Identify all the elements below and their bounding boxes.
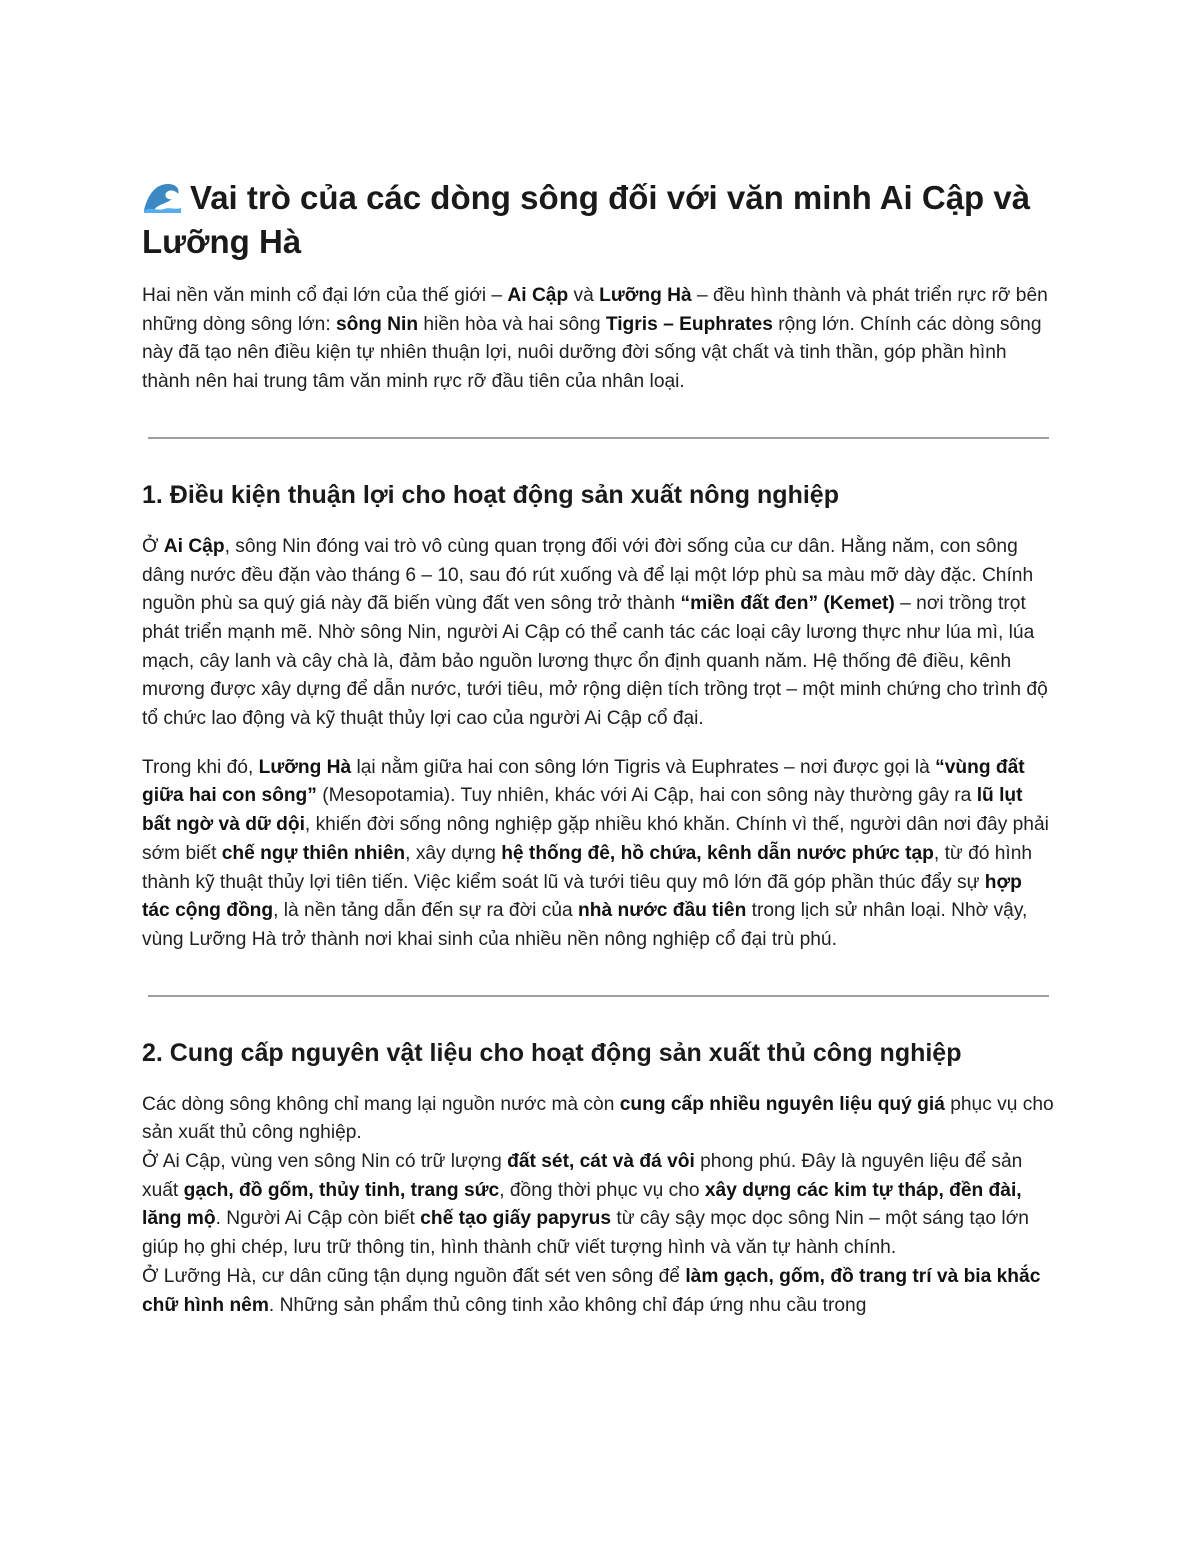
section-1-paragraph-2	[142, 754, 1054, 955]
text-run: từ cây sậy mọc dọc sông Nin – một sáng tạo lớn giúp họ ghi chép, lưu trữ thông tin, hình thành chữ viết tượng hình và văn tự hành chính.	[142, 1208, 1029, 1259]
bold-text-run: “vùng đất giữa hai con sông”	[142, 756, 1025, 807]
intro-paragraph	[142, 282, 1054, 397]
text-run: (Mesopotamia). Tuy nhiên, khác với Ai Cập, hai con sông này thường gây ra	[316, 785, 977, 807]
text-run: Ở Lưỡng Hà, cư dân cũng tận dụng nguồn đất sét ven sông để	[142, 1265, 686, 1287]
section-1-paragraph-1	[142, 533, 1054, 734]
text-run: Ở	[142, 535, 164, 557]
section-2-line-1	[142, 1091, 1054, 1148]
bold-text-run: Ai Cập	[163, 535, 225, 557]
text-run: , đồng thời phục vụ cho	[499, 1179, 705, 1201]
section-2-line-2	[142, 1148, 1054, 1263]
bold-text-run: xây dựng các kim tự tháp, đền đài, lăng mộ	[142, 1179, 1022, 1230]
bold-text-run: nhà nước đầu tiên	[578, 900, 747, 922]
bold-text-run: sông Nin	[336, 313, 419, 335]
document-title-text: Vai trò của các dòng sông đối với văn minh Ai Cập và Lưỡng Hà	[142, 179, 1031, 260]
text-run: rộng lớn. Chính các dòng sông này đã tạo nên điều kiện tự nhiên thuận lợi, nuôi dưỡng đời sống vật chất và tinh thần, góp phần hình thành nên hai trung tâm văn minh rực rỡ đầu tiên của nhân loại.	[142, 313, 1042, 393]
bold-text-run: “miền đất đen” (Kemet)	[680, 593, 895, 615]
bold-text-run: chế tạo giấy papyrus	[420, 1208, 612, 1230]
text-run: Ở Ai Cập, vùng ven sông Nin có trữ lượng	[142, 1151, 508, 1173]
text-run: – nơi trồng trọt phát triển mạnh mẽ. Nhờ sông Nin, người Ai Cập có thể canh tác các loại cây lương thực như lúa mì, lúa mạch, cây lanh và cây chà là, đảm bảo nguồn lương thực ổn định quanh năm. Hệ thống đê điều, kênh mương được xây dựng để dẫn nước, tưới tiêu, mở rộng diện tích trồng trọt – một minh chứng cho trình độ tổ chức lao động và kỹ thuật thủy lợi cao của người Ai Cập cổ đại.	[142, 593, 1048, 730]
text-run: – đều hình thành và phát triển rực rỡ bên những dòng sông lớn:	[142, 285, 1048, 335]
text-run: phong phú. Đây là nguyên liệu để sản xuất	[142, 1151, 1023, 1201]
section-divider-1	[148, 437, 1049, 439]
bold-text-run: đất sét, cát và đá vôi	[507, 1151, 695, 1173]
text-run: , sông Nin đóng vai trò vô cùng quan trọng đối với đời sống của cư dân. Hằng năm, con sông dâng nước đều đặn vào tháng 6 – 10, sau đó rút xuống và để lại một lớp phù sa màu mỡ dày đặc. Chính nguồn phù sa quý giá này đã biến vùng đất ven sông trở thành	[142, 535, 1034, 615]
section-2-heading: 2. Cung cấp nguyên vật liệu cho hoạt động sản xuất thủ công nghiệp	[142, 1038, 962, 1067]
bold-text-run: Ai Cập	[507, 285, 569, 306]
text-run: và	[568, 285, 600, 306]
section-2-body	[142, 1091, 1054, 1321]
document-title	[142, 176, 1054, 264]
bold-text-run: gạch, đồ gốm, thủy tinh, trang sức	[183, 1179, 500, 1201]
text-run: , là nền tảng dẫn đến sự ra đời của	[273, 900, 579, 922]
bold-text-run: Tigris – Euphrates	[605, 313, 773, 335]
bold-text-run: hợp tác cộng đồng	[142, 871, 1022, 922]
text-run: , xây dựng	[405, 842, 502, 864]
text-run: Hai nền văn minh cổ đại lớn của thế giới –	[142, 285, 508, 306]
bold-text-run: hệ thống đê, hồ chứa, kênh dẫn nước phức tạp	[501, 842, 934, 864]
text-run: , khiến đời sống nông nghiệp gặp nhiều khó khăn. Chính vì thế, người dân nơi đây phải sớm biết	[142, 814, 1049, 864]
bold-text-run: Lưỡng Hà	[599, 285, 692, 306]
ocean-wave-icon	[142, 180, 182, 214]
text-run: Các dòng sông không chỉ mang lại nguồn nước mà còn	[142, 1093, 620, 1115]
text-run: lại nằm giữa hai con sông lớn Tigris và Euphrates – nơi được gọi là	[351, 756, 936, 778]
bold-text-run: làm gạch, gốm, đồ trang trí và bia khắc chữ hình nêm	[142, 1265, 1041, 1316]
text-run: hiền hòa và hai sông	[418, 313, 606, 335]
bold-text-run: Lưỡng Hà	[258, 756, 352, 778]
text-run: trong lịch sử nhân loại. Nhờ vậy, vùng Lưỡng Hà trở thành nơi khai sinh của nhiều nền nông nghiệp cổ đại trù phú.	[142, 900, 1028, 950]
bold-text-run: lũ lụt bất ngờ và dữ dội	[142, 785, 1023, 836]
section-2-line-3	[142, 1263, 1054, 1320]
text-run: . Những sản phẩm thủ công tinh xảo không chỉ đáp ứng nhu cầu trong	[268, 1294, 867, 1316]
text-run: , từ đó hình thành kỹ thuật thủy lợi tiên tiến. Việc kiểm soát lũ và tưới tiêu quy mô lớn đã góp phần thúc đẩy sự	[142, 842, 1033, 893]
text-run: . Người Ai Cập còn biết	[215, 1208, 421, 1230]
section-divider-2	[148, 995, 1049, 997]
bold-text-run: chế ngự thiên nhiên	[221, 842, 406, 864]
section-1-heading: 1. Điều kiện thuận lợi cho hoạt động sản xuất nông nghiệp	[142, 480, 839, 509]
text-run: phục vụ cho sản xuất thủ công nghiệp.	[142, 1093, 1054, 1144]
text-run: Trong khi đó,	[142, 756, 259, 778]
bold-text-run: cung cấp nhiều nguyên liệu quý giá	[619, 1093, 945, 1115]
